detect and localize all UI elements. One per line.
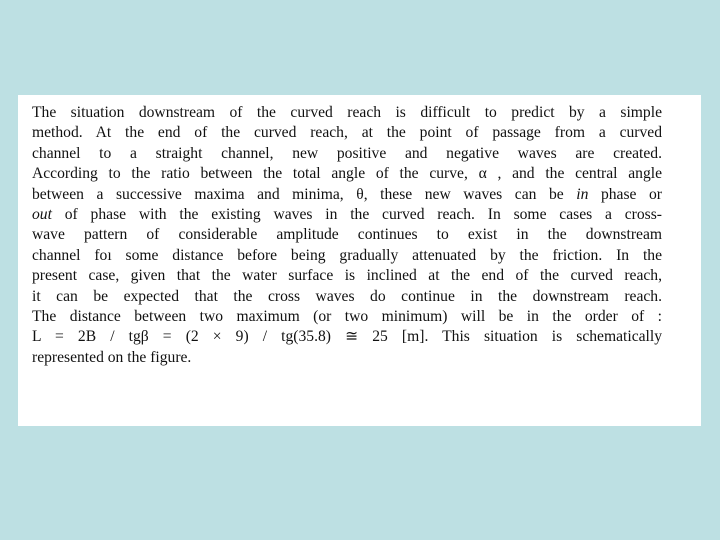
text-line [32,266,662,286]
text-line [32,287,662,307]
text-segment: of phase with the existing waves in the curved reach. In some cases a cross- [51,206,662,224]
text-line [32,307,662,327]
body-paragraph [32,103,662,368]
text-segment: present case, given that the water surface is inclined at the end of the curved reach, [32,267,662,285]
text-segment: method. At the end of the curved reach, at the point of passage from a curved [32,124,662,142]
text-line [32,185,662,205]
text-segment: channel foı some distance before being gradually attenuated by the friction. In the [32,246,662,264]
text-line [32,144,662,164]
text-line [32,348,662,368]
text-segment: According to the ratio between the total angle of the curve, α , and the central angle [32,165,662,183]
text-segment: channel to a straight channel, new positive and negative waves are created. [32,144,662,162]
emphasized-word: in [576,185,589,203]
text-segment: it can be expected that the cross waves do continue in the downstream reach. [32,287,662,305]
text-line [32,103,662,123]
text-line [32,123,662,143]
text-line [32,225,662,245]
text-segment: L = 2B / tgβ = (2 × 9) / tg(35.8) ≅ 25 [m]. This situation is schematically [32,328,662,346]
text-line [32,205,662,225]
text-line [32,164,662,184]
text-segment: represented on the figure. [32,348,192,366]
text-segment: phase or [588,185,662,203]
text-segment: wave pattern of considerable amplitude continues to exist in the downstream [32,226,662,244]
text-segment: The situation downstream of the curved reach is difficult to predict by a simple [32,104,662,121]
text-segment: The distance between two maximum (or two minimum) will be in the order of : [32,308,662,326]
slide-content-panel [18,95,701,426]
text-line [32,327,662,347]
emphasized-word: out [32,206,52,224]
text-segment: between a successive maxima and minima, θ, these new waves can be [32,185,577,203]
text-line [32,246,662,266]
